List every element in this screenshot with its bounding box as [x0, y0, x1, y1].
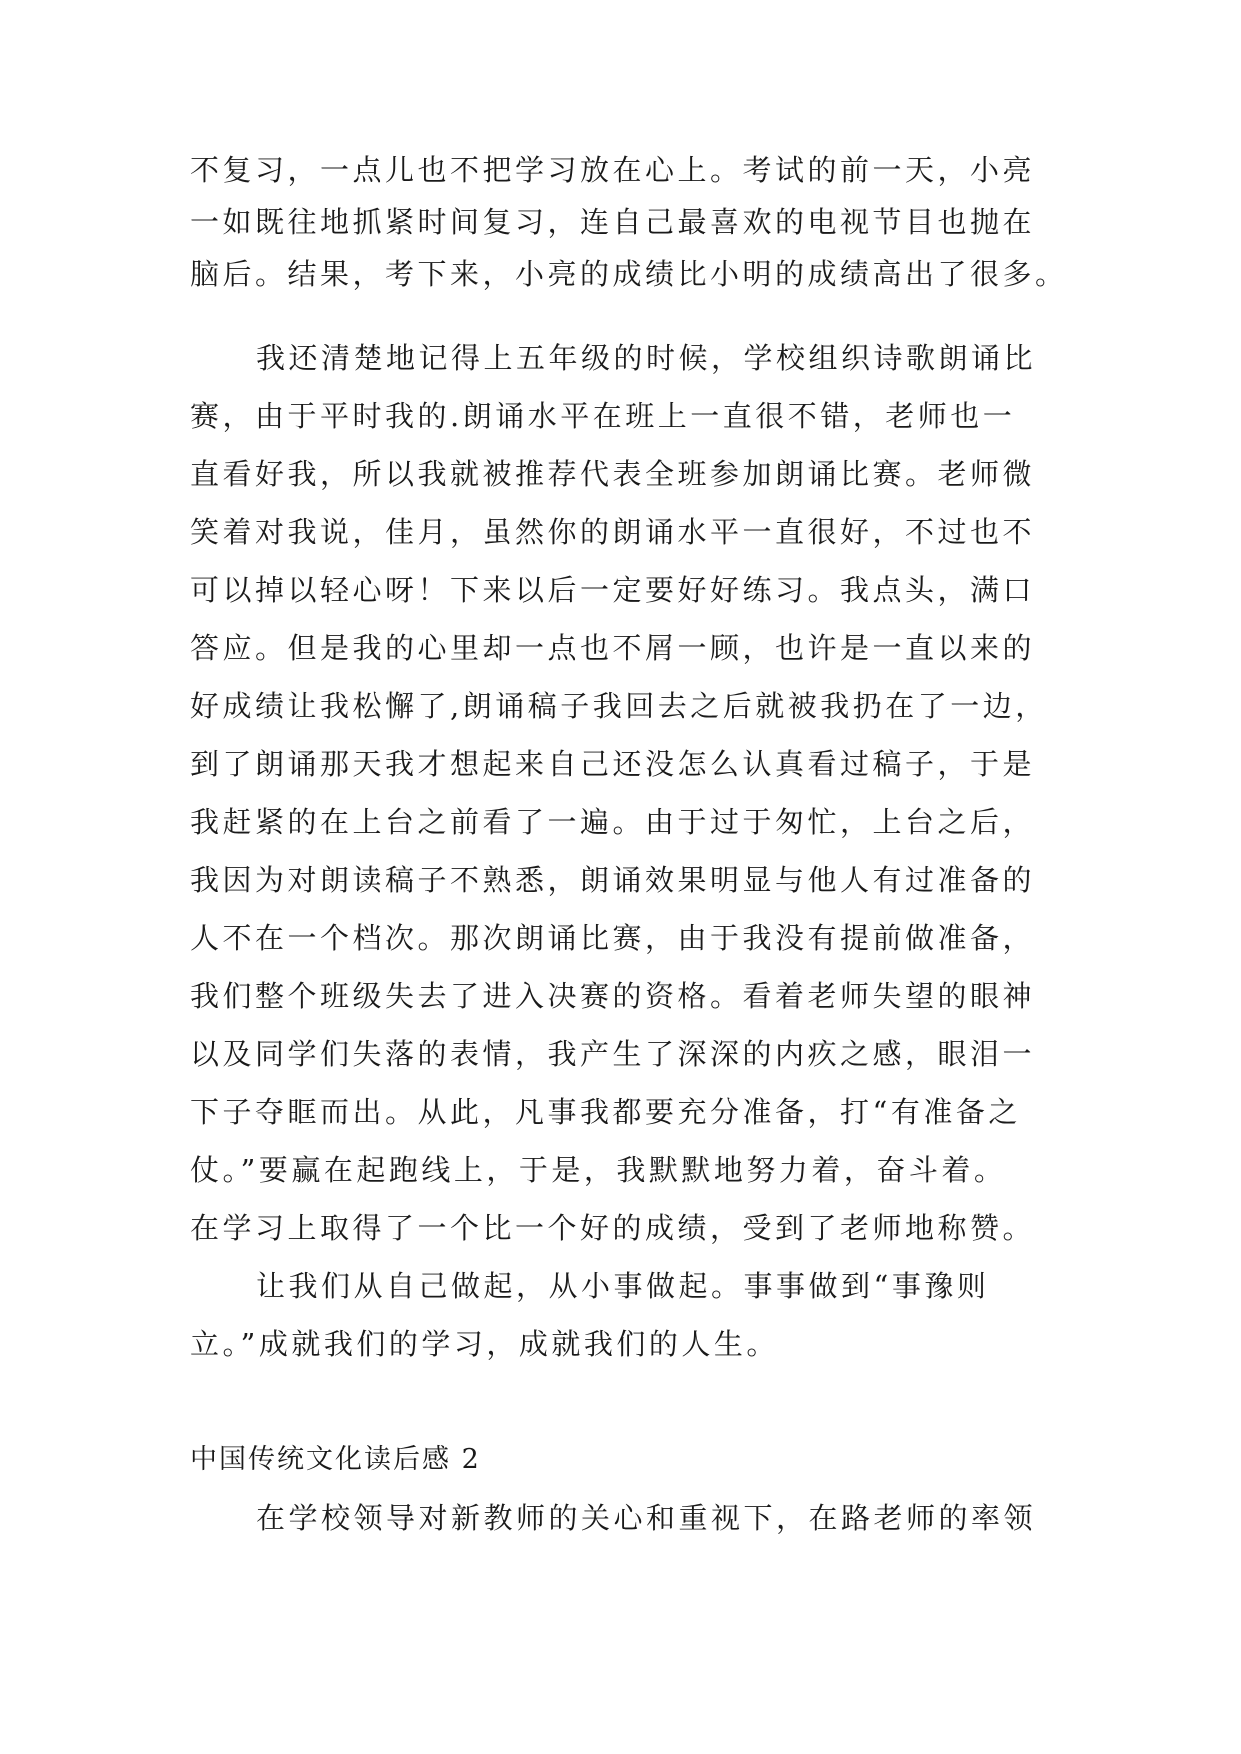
paragraph-line: 在学习上取得了一个比一个好的成绩，受到了老师地称赞。: [190, 1211, 1036, 1245]
paragraph-line: 答应。但是我的心里却一点也不屑一顾，也许是一直以来的: [190, 631, 1036, 665]
paragraph-line: 可以掉以轻心呀！下来以后一定要好好练习。我点头，满口: [190, 573, 1036, 607]
paragraph-line: 我们整个班级失去了进入决赛的资格。看着老师失望的眼神: [190, 979, 1036, 1013]
paragraph-line: 好成绩让我松懈了,朗诵稿子我回去之后就被我扔在了一边，: [190, 689, 1048, 723]
paragraph-line: 我还清楚地记得上五年级的时候，学校组织诗歌朗诵比: [256, 341, 1037, 375]
paragraph-line: 让我们从自己做起，从小事做起。事事做到“事豫则: [256, 1269, 990, 1303]
paragraph-line: 我因为对朗读稿子不熟悉，朗诵效果明显与他人有过准备的: [190, 863, 1036, 897]
paragraph-line: 下子夺眶而出。从此，凡事我都要充分准备，打“有准备之: [190, 1095, 1021, 1129]
paragraph-line: 脑后。结果，考下来，小亮的成绩比小明的成绩高出了很多。: [190, 257, 1068, 291]
paragraph-line: 我赶紧的在上台之前看了一遍。由于过于匆忙，上台之后，: [190, 805, 1036, 839]
paragraph-line: 不复习，一点儿也不把学习放在心上。考试的前一天，小亮: [190, 153, 1036, 187]
paragraph-line: 以及同学们失落的表情，我产生了深深的内疚之感，眼泪一: [190, 1037, 1036, 1071]
section-heading: 中国传统文化读后感 2: [190, 1444, 481, 1475]
paragraph-line: 在学校领导对新教师的关心和重视下，在路老师的率领: [256, 1501, 1037, 1535]
paragraph-line: 立。”成就我们的学习，成就我们的人生。: [190, 1327, 779, 1361]
paragraph-line: 到了朗诵那天我才想起来自己还没怎么认真看过稿子，于是: [190, 747, 1036, 781]
paragraph-line: 仗。”要赢在起跑线上，于是，我默默地努力着，奋斗着。: [190, 1153, 1007, 1187]
paragraph-line: 人不在一个档次。那次朗诵比赛，由于我没有提前做准备，: [190, 921, 1036, 955]
paragraph-line: 直看好我，所以我就被推荐代表全班参加朗诵比赛。老师微: [190, 457, 1036, 491]
paragraph-line: 一如既往地抓紧时间复习，连自己最喜欢的电视节目也抛在: [190, 205, 1036, 239]
paragraph-line: 赛，由于平时我的.朗诵水平在班上一直很不错，老师也一: [190, 399, 1016, 433]
paragraph-line: 笑着对我说，佳月，虽然你的朗诵水平一直很好，不过也不: [190, 515, 1036, 549]
